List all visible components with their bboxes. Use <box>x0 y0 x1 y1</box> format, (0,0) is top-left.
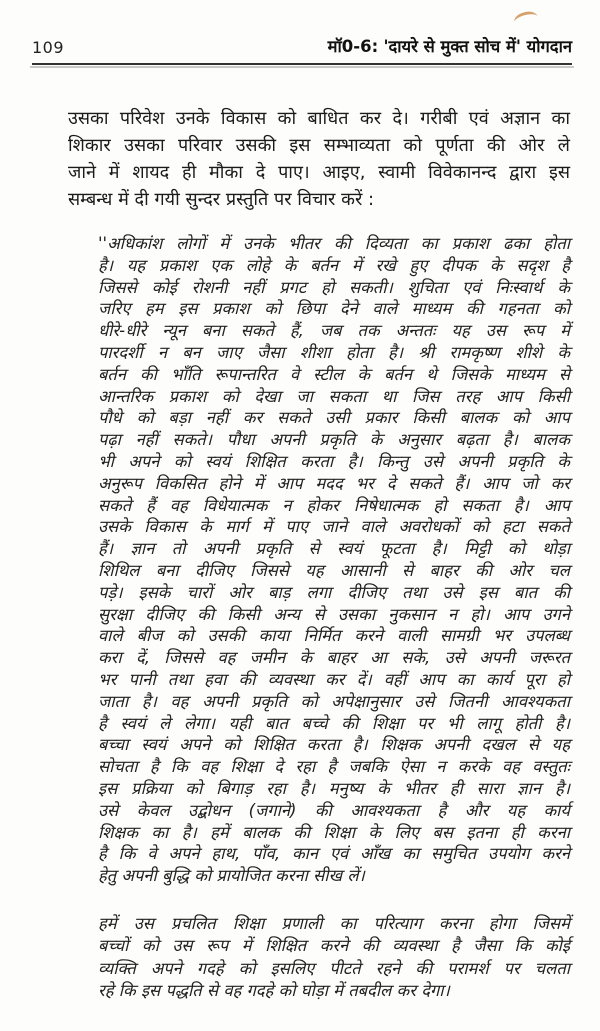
text-line: भर पानी तथा हवा की व्यवस्था कर दें। वहीं आप का कार्य पूरा हो <box>98 669 570 689</box>
text-line: है कि वे अपने हाथ, पाँव, कान एवं आँख का समुचित उपयोग करने <box>98 844 570 864</box>
text-line: धीरे-धीरे न्यून बना सकते हैं, जब तक अन्ततः यह उस रूप में <box>98 321 570 341</box>
text-line: जाता है। वह अपनी प्रकृति को अपेक्षानुसार उसे जितनी आवश्यकता <box>98 691 570 711</box>
text-line: शिकार उसका परिवार उसकी इस सम्भाव्यता को पूर्णता की ओर ले <box>68 135 570 156</box>
intro-paragraph <box>68 105 570 213</box>
chapter-title: 'दायरे से मुक्त सोच में' योगदान <box>383 37 572 56</box>
text-line: हैं। ज्ञान तो अपनी प्रकृति से स्वयं फूटता है। मिट्टी को थोड़ा <box>98 539 570 559</box>
text-line: सुरक्षा दीजिए की किसी अन्य से उसका नुकसान न हो। आप उगने <box>98 604 570 624</box>
text-line: उसका परिवेश उनके विकास को बाधित कर दे। गरीबी एवं अज्ञान का <box>68 108 570 129</box>
text-line: बच्चों को उस रूप में शिक्षित करने की व्यवस्था है जैसा कि कोई <box>98 936 570 956</box>
text-line: पढ़ा नहीं सकते। पौधा अपनी प्रकृति के अनुसार बढ़ता है। बालक <box>98 430 570 450</box>
text-line: आन्तरिक प्रकाश को देखा जा सकता था जिस तरह आप किसी <box>98 386 570 406</box>
page-number: 109 <box>32 38 65 57</box>
text-line: शिक्षक का है। हमें बालक की शिक्षा के लिए बस इतना ही करना <box>98 822 570 842</box>
text-line: हमें उस प्रचलित शिक्षा प्रणाली का परित्याग करना होगा जिसमें <box>98 913 570 933</box>
text-line: भी अपने को स्वयं शिक्षित करता है। किन्तु उसे अपनी प्रकृति के <box>98 451 570 471</box>
scan-smudge-mark <box>513 9 540 29</box>
text-line: वाले बीज को उसकी काया निर्मित करने वाली सामग्री भर उपलब्ध <box>98 626 570 646</box>
text-line: है। यह प्रकाश एक लोहे के बर्तन में रखे हुए दीपक के सदृश है <box>98 255 570 275</box>
text-line: बच्चा स्वयं अपने को शिक्षित करता है। शिक्षक अपनी दखल से यह <box>98 735 570 755</box>
text-line: पड़े। इसके चारों ओर बाड़ लगा दीजिए तथा उसे इस बात की <box>98 582 570 602</box>
text-line: पारदर्शी न बन जाए जैसा शीशा होता है। श्री रामकृष्ण शीशे के <box>98 342 570 362</box>
text-line: पौधे को बड़ा नहीं कर सकते उसी प्रकार किसी बालक को आप <box>98 408 570 428</box>
text-line: बर्तन की भाँति रूपान्तरित वे स्टील के बर्तन थे जिसके माध्यम से <box>98 364 570 384</box>
text-line: शिथिल बना दीजिए जिससे यह आसानी से बाहर की ओर चल <box>98 560 570 580</box>
module-label: मॉ0-6: <box>327 37 379 56</box>
vivekananda-quote-block <box>98 233 570 887</box>
text-line: उसके विकास के मार्ग में पाए जाने वाले अवरोधकों को हटा सकते <box>98 517 570 537</box>
text-line: सम्बन्ध में दी गयी सुन्दर प्रस्तुति पर विचार करें : <box>68 189 375 210</box>
running-header-title <box>328 34 572 57</box>
text-line: करा दें, जिससे वह जमीन के बाहर आ सके, उसे अपनी जरूरत <box>98 648 570 668</box>
text-line: अनुरूप विकसित होने में आप मदद भर दे सकते हैं। आप जो कर <box>98 473 570 493</box>
page-header <box>32 34 572 65</box>
text-line: है स्वयं ले लेगा। यही बात बच्चे की शिक्षा पर भी लागू होती है। <box>98 713 570 733</box>
closing-paragraph <box>98 913 570 1003</box>
text-line: रहे कि इस पद्धति से वह गदहे को घोड़ा में तबदील कर देगा। <box>98 981 450 1001</box>
text-line: व्यक्ति अपने गदहे को इसलिए पीटते रहने की परामर्श पर चलता <box>98 958 570 978</box>
text-line: जरिए हम इस प्रकाश को छिपा देने वाले माध्यम की गहनता को <box>98 299 570 319</box>
text-line: उसे केवल उद्बोधन (जगाने) की आवश्यकता है और यह कार्य <box>98 800 570 820</box>
text-line: सोचता है कि वह शिक्षा दे रहा है जबकि ऐसा न करके वह वस्तुतः <box>98 757 570 777</box>
text-line: जिससे कोई रोशनी नहीं प्रगट हो सकती। शुचिता एवं निःस्वार्थ के <box>98 277 570 297</box>
text-line: जाने में शायद ही मौका दे पाए। आइए, स्वामी विवेकानन्द द्वारा इस <box>68 162 570 183</box>
text-line: इस प्रक्रिया को बिगाड़ रहा है। मनुष्य के भीतर ही सारा ज्ञान है। <box>98 778 570 798</box>
text-line: ''अधिकांश लोगों में उनके भीतर की दिव्यता का प्रकाश ढका होता <box>98 234 570 253</box>
text-line: सकते हैं वह विधेयात्मक न होकर निषेधात्मक हो सकता है। आप <box>98 495 570 515</box>
text-line: हेतु अपनी बुद्धि को प्रायोजित करना सीख लें। <box>98 866 365 886</box>
